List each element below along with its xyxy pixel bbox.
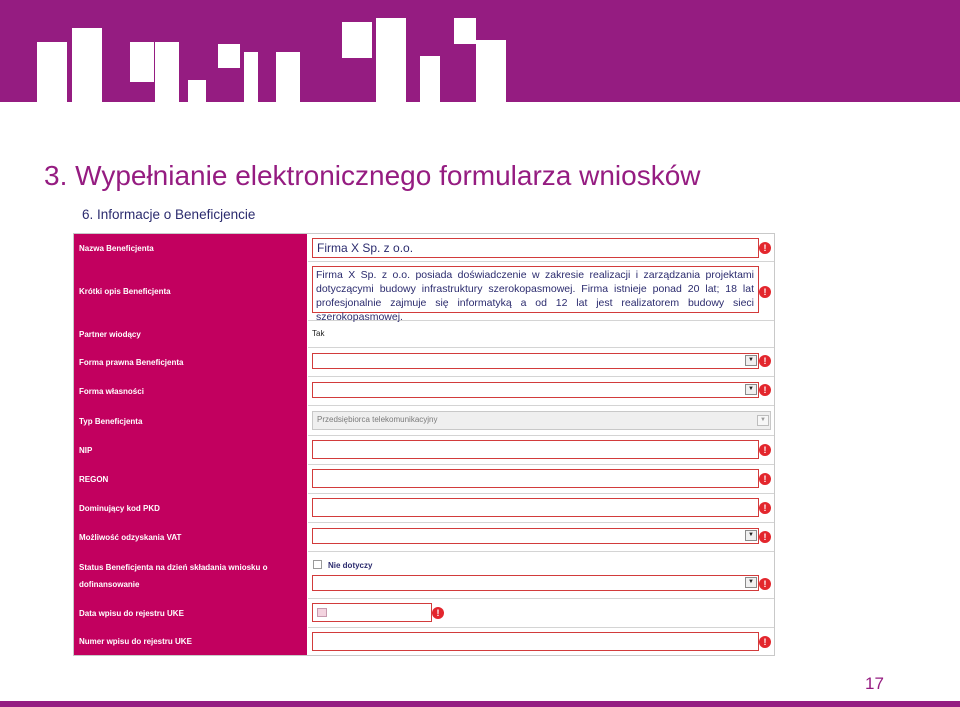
error-icon: ! xyxy=(432,607,444,619)
field-label-description: Krótki opis Beneficjenta xyxy=(74,262,307,321)
form-row-name xyxy=(74,234,774,262)
field-cell-regon xyxy=(308,465,774,494)
error-icon: ! xyxy=(759,502,771,514)
section-subtitle: 6. Informacje o Beneficjencie xyxy=(82,207,256,222)
chevron-down-icon[interactable]: ▼ xyxy=(745,530,757,541)
page-number: 17 xyxy=(865,674,884,693)
field-label-lead-partner: Partner wiodący xyxy=(74,321,307,348)
field-cell-legal-form xyxy=(308,348,774,377)
error-icon: ! xyxy=(759,578,771,590)
field-cell-lead-partner xyxy=(308,321,774,348)
pkd-input[interactable] xyxy=(312,498,759,517)
name-input[interactable] xyxy=(312,238,759,258)
form-row-uke-number xyxy=(74,628,774,655)
not-applicable-checkbox[interactable] xyxy=(313,560,322,569)
chevron-down-icon[interactable]: ▼ xyxy=(745,577,757,588)
field-cell-ownership xyxy=(308,377,774,406)
field-cell-nip xyxy=(308,436,774,465)
field-label-status-line1: Status Beneficjenta na dzień składania wniosku o xyxy=(79,563,268,572)
beneficiary-type-select xyxy=(312,411,771,430)
name-input-value: Firma X Sp. z o.o. xyxy=(317,241,414,255)
not-applicable-label: Nie dotyczy xyxy=(328,561,373,570)
lead-partner-value: Tak xyxy=(312,329,325,338)
field-cell-pkd xyxy=(308,494,774,523)
form-row-regon xyxy=(74,465,774,494)
field-label-ownership: Forma własności xyxy=(74,377,307,406)
nip-input[interactable] xyxy=(312,440,759,459)
field-cell-status xyxy=(308,552,774,599)
form-row-uke-date xyxy=(74,599,774,628)
field-label-name: Nazwa Beneficjenta xyxy=(74,234,307,262)
field-cell-vat xyxy=(308,523,774,552)
field-label-legal-form: Forma prawna Beneficjenta xyxy=(74,348,307,377)
field-cell-beneficiary-type xyxy=(308,406,774,436)
field-label-regon: REGON xyxy=(74,465,307,494)
field-cell-uke-number xyxy=(308,628,774,655)
field-cell-name xyxy=(308,234,774,262)
form-row-vat xyxy=(74,523,774,552)
form-row-lead-partner xyxy=(74,321,774,348)
footer-bar xyxy=(0,701,960,707)
field-label-status-line2: dofinansowanie xyxy=(79,580,140,589)
field-label-vat: Możliwość odzyskania VAT xyxy=(74,523,307,552)
error-icon: ! xyxy=(759,444,771,456)
field-label-uke-number: Numer wpisu do rejestru UKE xyxy=(74,628,307,655)
calendar-icon[interactable] xyxy=(317,608,327,617)
legal-form-select[interactable] xyxy=(312,353,759,369)
form-row-legal-form xyxy=(74,348,774,377)
error-icon: ! xyxy=(759,286,771,298)
field-label-nip: NIP xyxy=(74,436,307,465)
status-select[interactable] xyxy=(312,575,759,591)
field-label-beneficiary-type: Typ Beneficjenta xyxy=(74,406,307,436)
field-cell-description xyxy=(308,262,774,321)
description-textarea-value: Firma X Sp. z o.o. posiada doświadczenie w zakresie realizacji i zarządzania projektami dotyczącymi budowy infrastruktury szerokopasmowej. Firma istnieje ponad 20 lat; 18 lat profesjonalnie zajmuje się informatyką a od 12 lat jest realizatorem budowy sieci szerokopasmowej. xyxy=(316,269,754,323)
field-label-uke-date: Data wpisu do rejestru UKE xyxy=(74,599,307,628)
error-icon: ! xyxy=(759,636,771,648)
form-row-ownership xyxy=(74,377,774,406)
form-row-description xyxy=(74,262,774,321)
form-row-pkd xyxy=(74,494,774,523)
header-banner xyxy=(0,0,960,102)
form-row-nip xyxy=(74,436,774,465)
vat-select[interactable] xyxy=(312,528,759,544)
beneficiary-type-value: Przedsiębiorca telekomunikacyjny xyxy=(317,415,438,424)
chevron-down-icon[interactable]: ▼ xyxy=(745,355,757,366)
uke-date-input[interactable] xyxy=(312,603,432,622)
description-textarea[interactable] xyxy=(312,266,759,323)
chevron-down-icon[interactable]: ▼ xyxy=(745,384,757,395)
error-icon: ! xyxy=(759,531,771,543)
ownership-select[interactable] xyxy=(312,382,759,398)
form-row-status xyxy=(74,552,774,599)
regon-input[interactable] xyxy=(312,469,759,488)
beneficiary-form xyxy=(73,233,775,656)
field-label-pkd: Dominujący kod PKD xyxy=(74,494,307,523)
form-row-beneficiary-type xyxy=(74,406,774,436)
chevron-down-icon: ▼ xyxy=(757,415,769,426)
field-label-status xyxy=(74,552,307,599)
error-icon: ! xyxy=(759,473,771,485)
field-cell-uke-date xyxy=(308,599,774,628)
uke-number-input[interactable] xyxy=(312,632,759,651)
error-icon: ! xyxy=(759,355,771,367)
error-icon: ! xyxy=(759,242,771,254)
page-title: 3. Wypełnianie elektronicznego formularza wniosków xyxy=(44,160,701,191)
error-icon: ! xyxy=(759,384,771,396)
